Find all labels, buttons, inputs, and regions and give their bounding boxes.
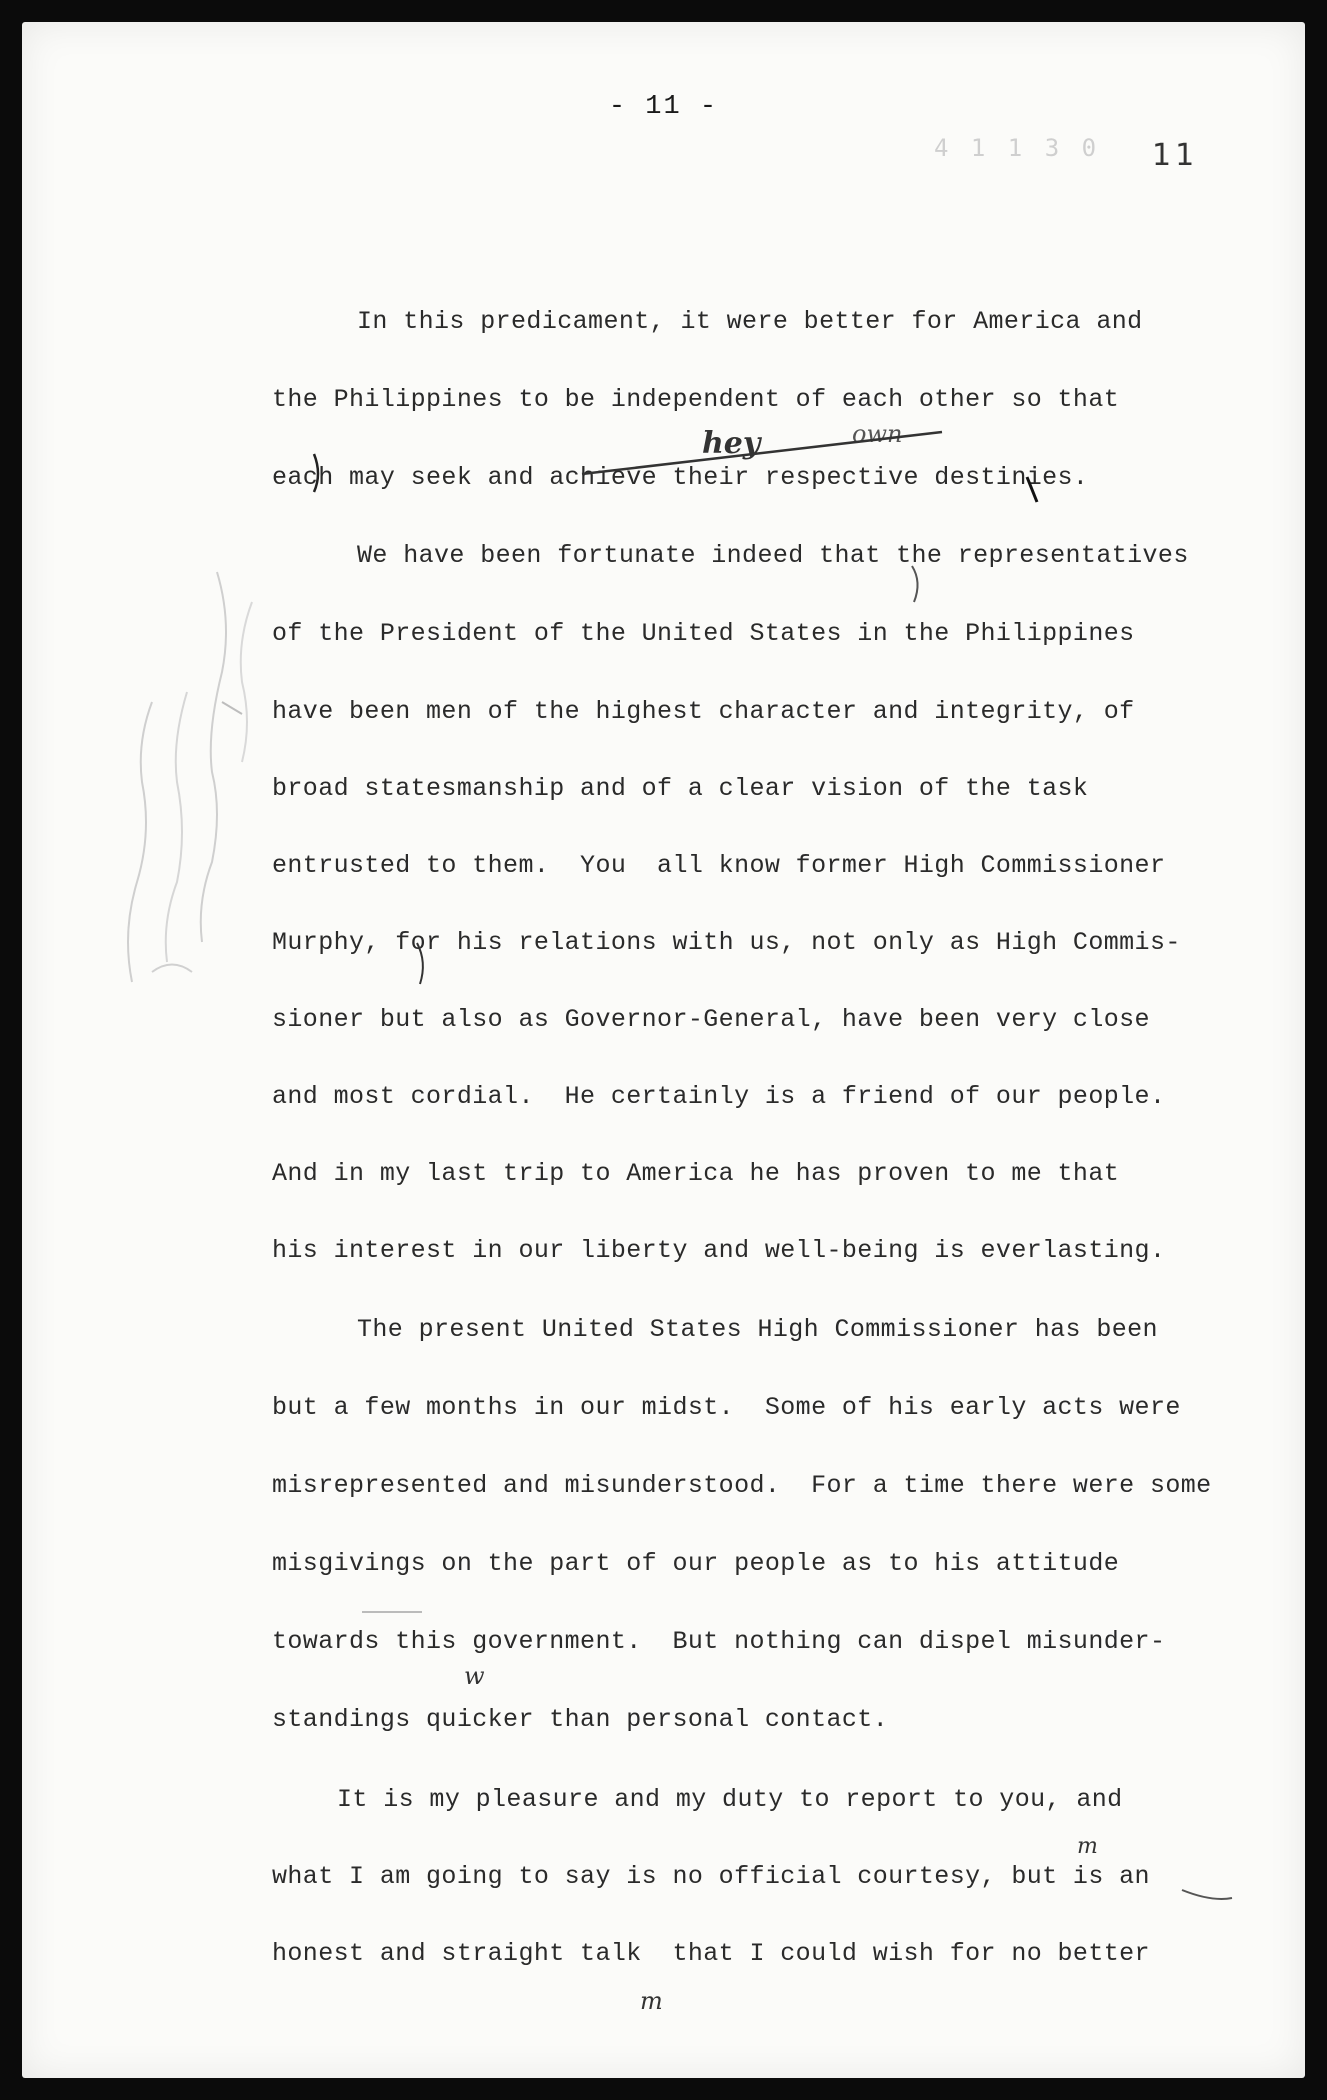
text-line: And in my last trip to America he has proven to me that: [272, 1159, 1120, 1188]
text-line: and most cordial. He certainly is a friend of our people.: [272, 1082, 1166, 1111]
text-line: In this predicament, it were better for America and: [357, 307, 1143, 336]
handwritten-insert: own: [852, 420, 903, 448]
text-line: The present United States High Commissioner has been: [357, 1315, 1158, 1344]
archive-stamp: 4 1 1 3 0: [934, 134, 1101, 162]
text-line: We have been fortunate indeed that the representatives: [357, 541, 1189, 570]
text-line: towards this government. But nothing can dispel misunder-: [272, 1627, 1166, 1656]
text-line: his interest in our liberty and well-being is everlasting.: [272, 1236, 1166, 1265]
handwritten-mark: w: [464, 1662, 485, 1690]
handwritten-mark: m: [1077, 1834, 1098, 1859]
text-line: honest and straight talk that I could wish for no better: [272, 1939, 1150, 1968]
handwritten-insert: hey: [702, 426, 761, 461]
text-line: the Philippines to be independent of each other so that: [272, 385, 1120, 414]
text-line: entrusted to them. You all know former High Commissioner: [272, 851, 1166, 880]
text-line: standings quicker than personal contact.: [272, 1705, 889, 1734]
document-page: [22, 22, 1305, 2078]
text-line: Murphy, for his relations with us, not only as High Commis-: [272, 928, 1181, 957]
handwritten-mark: m: [640, 1987, 663, 2015]
text-line: broad statesmanship and of a clear vision of the task: [272, 774, 1089, 803]
page-number: - 11 -: [608, 92, 719, 122]
text-line: sioner but also as Governor-General, have been very close: [272, 1005, 1150, 1034]
text-line: misgivings on the part of our people as to his attitude: [272, 1549, 1120, 1578]
text-line: have been men of the highest character and integrity, of: [272, 697, 1135, 726]
text-line: what I am going to say is no official courtesy, but is an: [272, 1862, 1150, 1891]
text-line: of the President of the United States in the Philippines: [272, 619, 1135, 648]
text-line: misrepresented and misunderstood. For a time there were some: [272, 1471, 1212, 1500]
marginal-handwriting: [92, 502, 292, 1002]
text-line: each may seek and achieve their respective destinies.: [272, 463, 1089, 492]
corner-page-number: 11: [1152, 138, 1199, 173]
text-line: It is my pleasure and my duty to report to you, and: [337, 1785, 1123, 1814]
text-line: but a few months in our midst. Some of his early acts were: [272, 1393, 1181, 1422]
